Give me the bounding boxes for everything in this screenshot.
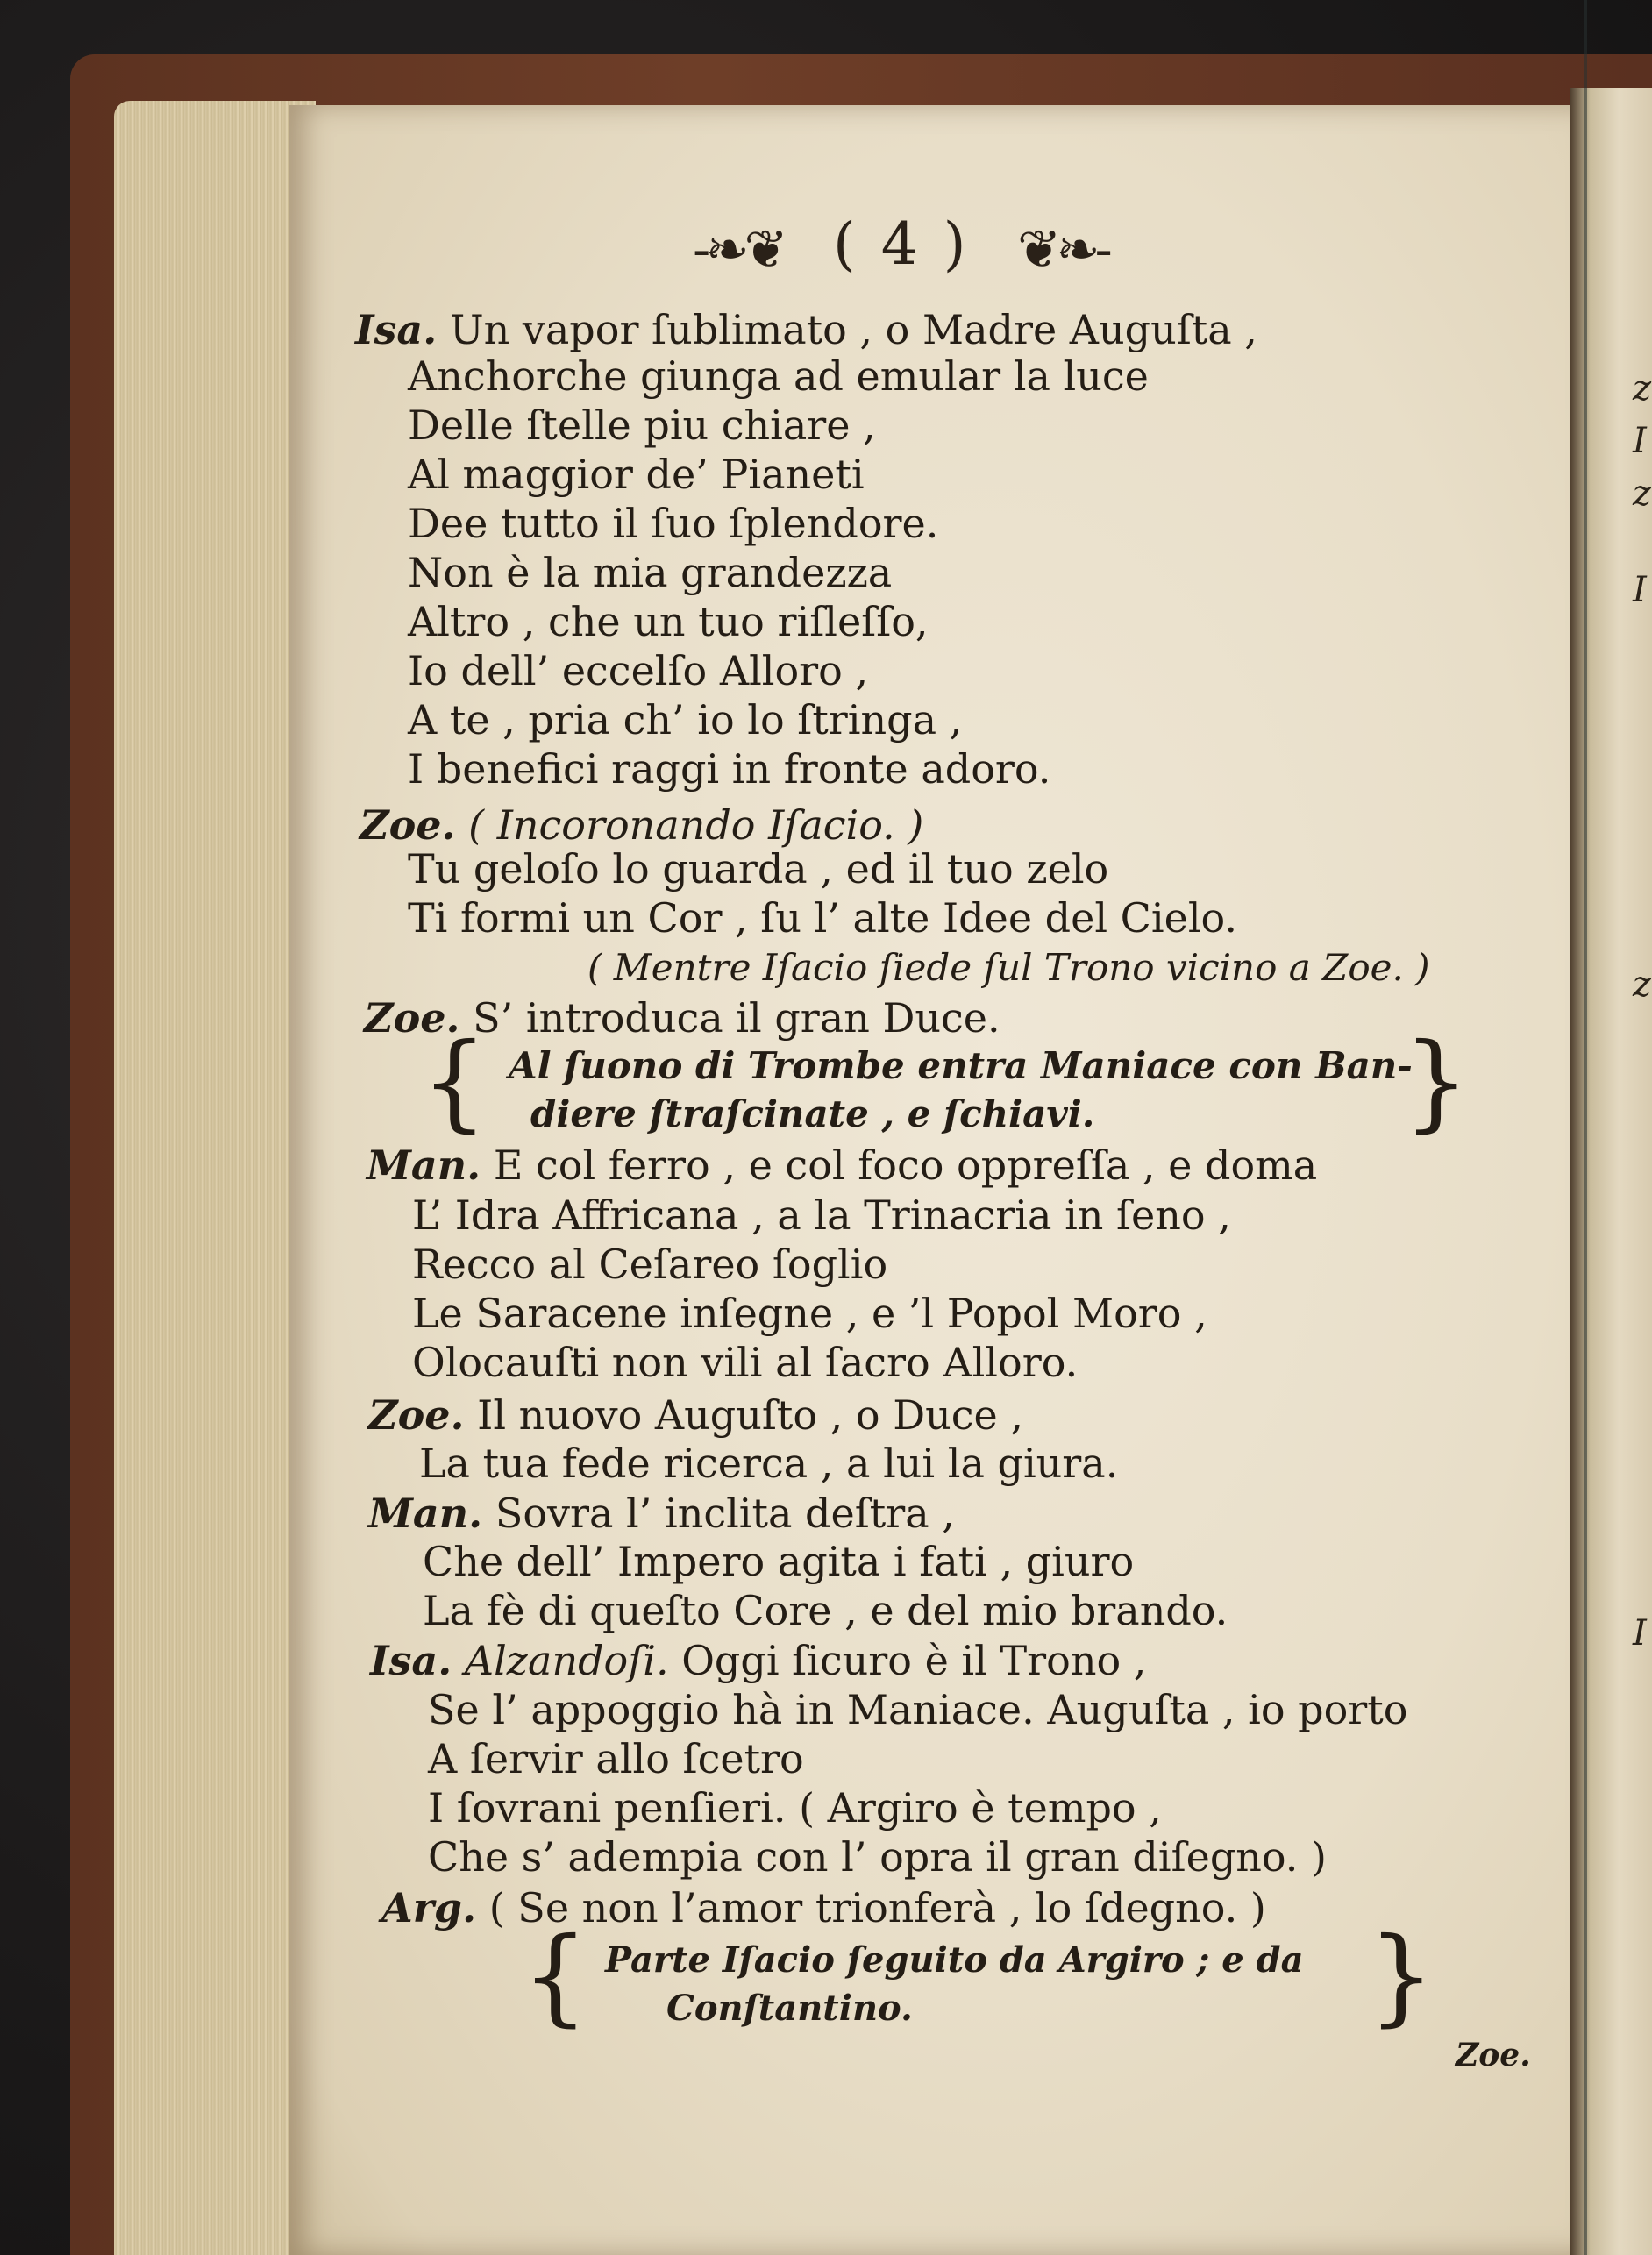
speaker-label: Isa. bbox=[355, 306, 438, 353]
stage-direction: diere ſtraſcinate , e ſchiavi. bbox=[530, 1092, 1095, 1135]
text-line: Dee tutto il ſuo ſplendore. bbox=[408, 500, 939, 547]
text-line bbox=[368, 1392, 1023, 1438]
text-line: Che s’ adempia con l’ opra il gran diſegno. ) bbox=[428, 1833, 1327, 1881]
dialogue-text: Un vapor ſublimato , o Madre Auguſta , bbox=[449, 306, 1257, 353]
stage-direction: Al ſuono di Trombe entra Maniace con Ban- bbox=[509, 1044, 1413, 1087]
dialogue-text: S’ introduca il gran Duce. bbox=[473, 994, 1000, 1042]
text-line: Non è la mia grandezza bbox=[408, 549, 893, 596]
left-brace-icon: { bbox=[421, 1021, 488, 1143]
text-line bbox=[381, 1885, 1266, 1931]
text-line: A te , pria ch’ io lo ſtringa , bbox=[408, 696, 963, 743]
glass-divider bbox=[1584, 0, 1587, 2255]
text-line: Se l’ appoggio hà in Maniace. Auguſta , io porto bbox=[428, 1686, 1408, 1733]
text-line: I ſovrani penſieri. ( Argiro è tempo , bbox=[428, 1784, 1162, 1832]
dialogue-text: E col ferro , e col foco oppreſſa , e doma bbox=[493, 1142, 1318, 1189]
speaker-label: Zoe. bbox=[360, 801, 456, 849]
dialogue-text: ( Se non l’amor trionferà , lo ſdegno. ) bbox=[488, 1884, 1266, 1931]
text-line: Io dell’ eccelſo Alloro , bbox=[408, 647, 869, 694]
page-number: ( 4 ) bbox=[833, 210, 970, 278]
speaker-label: Zoe. bbox=[368, 1391, 465, 1439]
text-line bbox=[368, 1490, 955, 1536]
text-line: Olocauſti non vili al ſacro Alloro. bbox=[412, 1339, 1079, 1386]
text-line: Ti formi un Cor , ſu l’ alte Idee del Cielo. bbox=[408, 894, 1238, 942]
dialogue-text: Sovra l’ inclita deſtra , bbox=[495, 1490, 955, 1537]
text-line: I benefici raggi in fronte adoro. bbox=[408, 745, 1051, 793]
stage-direction: Conſtantino. bbox=[666, 1988, 913, 2029]
ornament-right-icon: ❦❧- bbox=[1017, 219, 1107, 281]
text-line: Altro , che un tuo riſleſſo, bbox=[408, 598, 929, 645]
text-line: Recco al Ceſareo ſoglio bbox=[412, 1241, 888, 1288]
catchword: Zoe. bbox=[1456, 2037, 1531, 2074]
text-line: Delle ſtelle piu chiare , bbox=[408, 402, 876, 449]
text-line: Tu geloſo lo guarda , ed il tuo zelo bbox=[408, 845, 1109, 893]
ornament-left-icon: -❧❦ bbox=[693, 219, 783, 281]
stage-direction: ( Mentre Iſacio ſiede ſul Trono vicino a Zoe. ) bbox=[587, 946, 1430, 989]
text-line: La fè di queſto Core , e del mio brando. bbox=[423, 1587, 1228, 1634]
text-line: Anchorche giunga ad emular la luce bbox=[408, 352, 1149, 400]
text-line: L’ Idra Affricana , a la Trinacria in ſeno , bbox=[412, 1192, 1231, 1239]
right-brace-icon: } bbox=[1368, 1916, 1435, 2038]
text-line: Le Saracene inſegne , e ’l Popol Moro , bbox=[412, 1290, 1207, 1337]
stage-direction: ( Incoronando Iſacio. ) bbox=[468, 801, 924, 849]
page-edges bbox=[114, 101, 316, 2255]
facing-page-edge bbox=[1570, 88, 1652, 2255]
dialogue-text: Oggi ſicuro è il Trono , bbox=[681, 1637, 1147, 1684]
speaker-label: Zoe. bbox=[364, 994, 460, 1042]
text-line bbox=[370, 1638, 1146, 1683]
page-header bbox=[693, 210, 1149, 289]
text-line: Al maggior de’ Pianeti bbox=[408, 451, 865, 498]
right-brace-icon: } bbox=[1403, 1021, 1470, 1143]
text-line bbox=[367, 1142, 1317, 1188]
stage-direction: Alzandoſi. bbox=[464, 1637, 669, 1684]
dialogue-text: Il nuovo Auguſto , o Duce , bbox=[477, 1391, 1023, 1439]
text-line: A ſervir allo ſcetro bbox=[428, 1735, 804, 1782]
left-brace-icon: { bbox=[522, 1916, 589, 2038]
speaker-label: Arg. bbox=[381, 1884, 477, 1931]
text-line bbox=[355, 307, 1257, 352]
text-line: Che dell’ Impero agita i fati , giuro bbox=[423, 1538, 1135, 1585]
speaker-label: Isa. bbox=[370, 1637, 452, 1684]
speaker-label: Man. bbox=[368, 1490, 483, 1537]
speaker-label: Man. bbox=[367, 1142, 481, 1189]
text-line: La tua fede ricerca , a lui la giura. bbox=[419, 1440, 1119, 1487]
text-line bbox=[360, 802, 923, 848]
stage-direction: Parte Iſacio ſeguito da Argiro ; e da bbox=[605, 1939, 1304, 1981]
